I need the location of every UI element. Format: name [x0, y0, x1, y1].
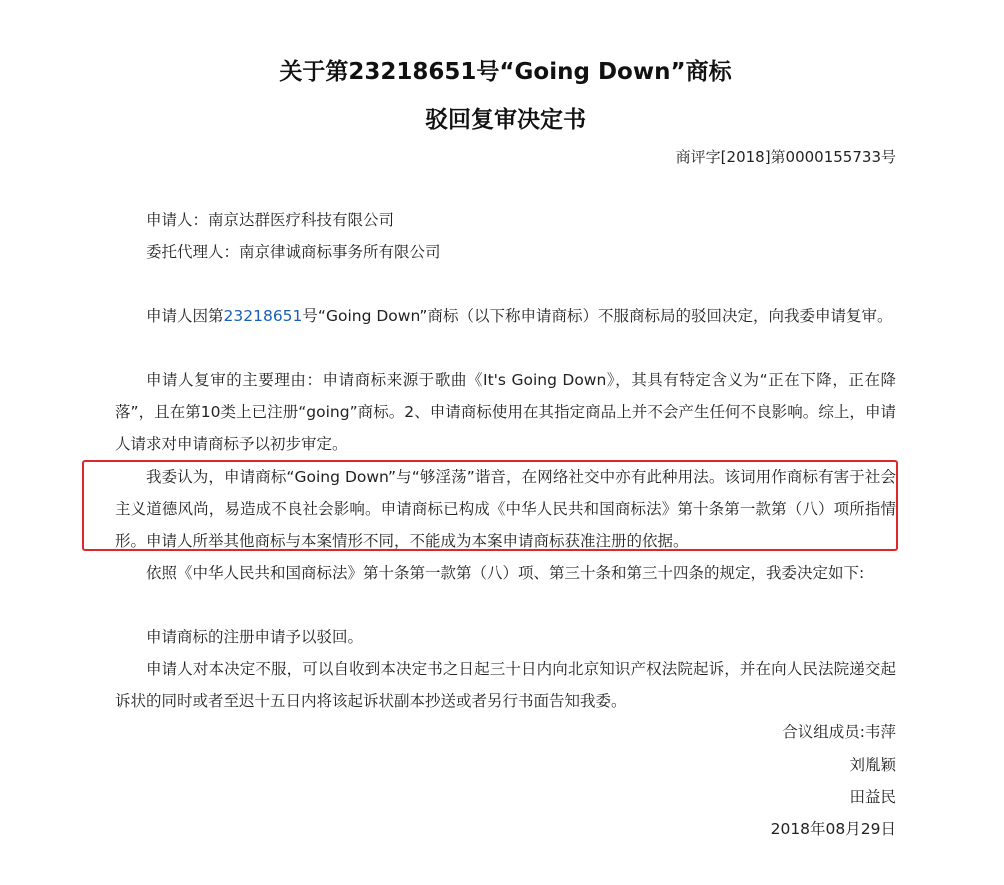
panel-member-1: 合议组成员:韦萍: [782, 723, 896, 741]
para1-prefix: 申请人因第: [146, 307, 224, 325]
paragraph-decision: 申请商标的注册申请予以驳回。: [146, 628, 364, 646]
document-number: 商评字[2018]第0000155733号: [675, 148, 896, 166]
para1-suffix: 号“Going Down”商标（以下称申请商标）不服商标局的驳回决定，向我委申请复审。: [302, 307, 893, 325]
highlight-annotation-box: [82, 460, 898, 551]
panel-member-3: 田益民: [849, 788, 896, 806]
decision-date: 2018年08月29日: [770, 820, 896, 838]
paragraph-applicant-reasons: 申请人复审的主要理由：申请商标来源于歌曲《It's Going Down》，其具有特定含义为“正在下降，正在降落”，且在第10类上已注册“going”商标。2、申请商标使用在其指定商品上并不会产生任何不良影响。综上，申请人请求对申请商标予以初步审定。: [115, 371, 896, 453]
paragraph-appeal-notice: 申请人对本决定不服，可以自收到本决定书之日起三十日内向北京知识产权法院起诉，并在向人民法院递交起诉状的同时或者至迟十五日内将该起诉状副本抄送或者另行书面告知我委。: [115, 660, 896, 710]
document-title-line1: 关于第23218651号“Going Down”商标: [279, 59, 732, 85]
panel-member-2: 刘胤颖: [849, 756, 896, 774]
agent-line: 委托代理人：南京律诚商标事务所有限公司: [146, 243, 441, 261]
document-title-line2: 驳回复审决定书: [425, 107, 586, 133]
application-number-link[interactable]: 23218651: [223, 307, 303, 325]
paragraph-case-intro: [115, 300, 896, 332]
applicant-line: 申请人：南京达群医疗科技有限公司: [146, 211, 395, 229]
paragraph-committee-opinion: 我委认为，申请商标“Going Down”与“够淫荡”谐音，在网络社交中亦有此种用法。该词用作商标有害于社会主义道德风尚，易造成不良社会影响。申请商标已构成《中华人民共和国商标法》第十条第一款第（八）项所指情形。申请人所举其他商标与本案情形不同，不能成为本案申请商标获准注册的依据。: [115, 468, 896, 550]
paragraph-legal-basis: 依照《中华人民共和国商标法》第十条第一款第（八）项、第三十条和第三十四条的规定，我委决定如下:: [146, 564, 865, 582]
